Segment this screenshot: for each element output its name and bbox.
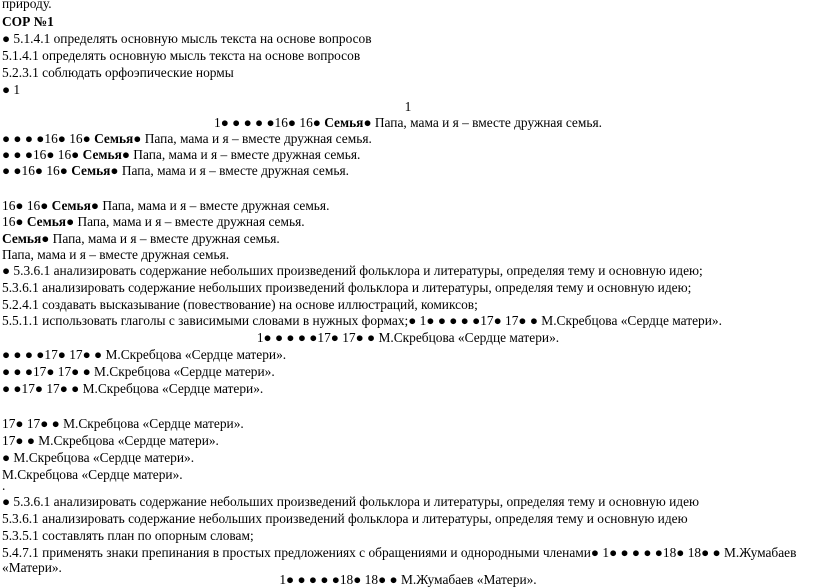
text-line: 5.3.5.1 составлять план по опорным словам; [2,528,254,543]
heading: СОР №1 [2,14,54,29]
text-line: ● ● ●16● 16● Семья● Папа, мама и я – вместе дружная семья. [2,147,361,162]
text-line: 17● ● М.Скребцова «Сердце матери». [2,433,219,448]
list-item: ● 5.3.6.1 анализировать содержание небольших произведений фольклора и литературы, определяя тему и основную идею; [2,263,703,278]
text-line: ● М.Скребцова «Сердце матери». [2,450,195,465]
text-line: М.Скребцова «Сердце матери». [2,467,183,482]
text-line: 1● ● ● ● ●18● 18● ● М.Жумабаев «Матери». [279,572,537,587]
text-line: 5.1.4.1 определять основную мысль текста на основе вопросов [2,48,361,63]
text-line: ● ● ● ●16● 16● Семья● Папа, мама и я – вместе дружная семья. [2,131,372,146]
text-line: . [2,478,6,493]
list-item: ● 5.1.4.1 определять основную мысль текста на основе вопросов [2,31,372,46]
text-line: «Матери». [2,560,62,575]
text-line: Папа, мама и я – вместе дружная семья. [2,247,230,262]
text-line: 5.3.6.1 анализировать содержание небольших произведений фольклора и литературы, определяя тему и основную идею [2,511,688,526]
text-line: 16● 16● Семья● Папа, мама и я – вместе дружная семья. [2,198,330,213]
text-line: ● ● ●17● 17● ● М.Скребцова «Сердце матери». [2,364,275,379]
text-line: ● ● ● ●17● 17● ● М.Скребцова «Сердце матери». [2,347,287,362]
text-line: 16● Семья● Папа, мама и я – вместе дружная семья. [2,214,305,229]
text-line: 5.3.6.1 анализировать содержание небольших произведений фольклора и литературы, определяя тему и основную идею; [2,280,692,295]
list-item: ● 1 [2,82,21,97]
text-line: 17● 17● ● М.Скребцова «Сердце матери». [2,416,244,431]
text-line: 1● ● ● ● ●17● 17● ● М.Скребцова «Сердце матери». [256,330,560,345]
list-item: ● 5.3.6.1 анализировать содержание небольших произведений фольклора и литературы, определяя тему и основную идею [2,494,700,509]
text-line: 5.2.3.1 соблюдать орфоэпические нормы [2,65,234,80]
text-line: ● ●17● 17● ● М.Скребцова «Сердце матери». [2,381,264,396]
text-line: ● ●16● 16● Семья● Папа, мама и я – вместе дружная семья. [2,163,349,178]
text-line: 5.4.7.1 применять знаки препинания в простых предложениях с обращениями и однородными членами● 1● ● ● ● ●18● 18● ● М.Жумабаев [2,545,797,560]
text-line: природу. [2,0,52,11]
text-line: 5.2.4.1 создавать высказывание (повествование) на основе иллюстраций, комиксов; [2,297,478,312]
text-line: Семья● Папа, мама и я – вместе дружная семья. [2,231,280,246]
text-line: 5.5.1.1 использовать глаголы с зависимыми словами в нужных формах;● 1● ● ● ● ●17● 17● ● М.Скребцова «Сердце матери». [2,313,722,328]
text-line: 1● ● ● ● ●16● 16● Семья● Папа, мама и я – вместе дружная семья. [214,115,602,130]
page-number: 1 [404,99,412,114]
